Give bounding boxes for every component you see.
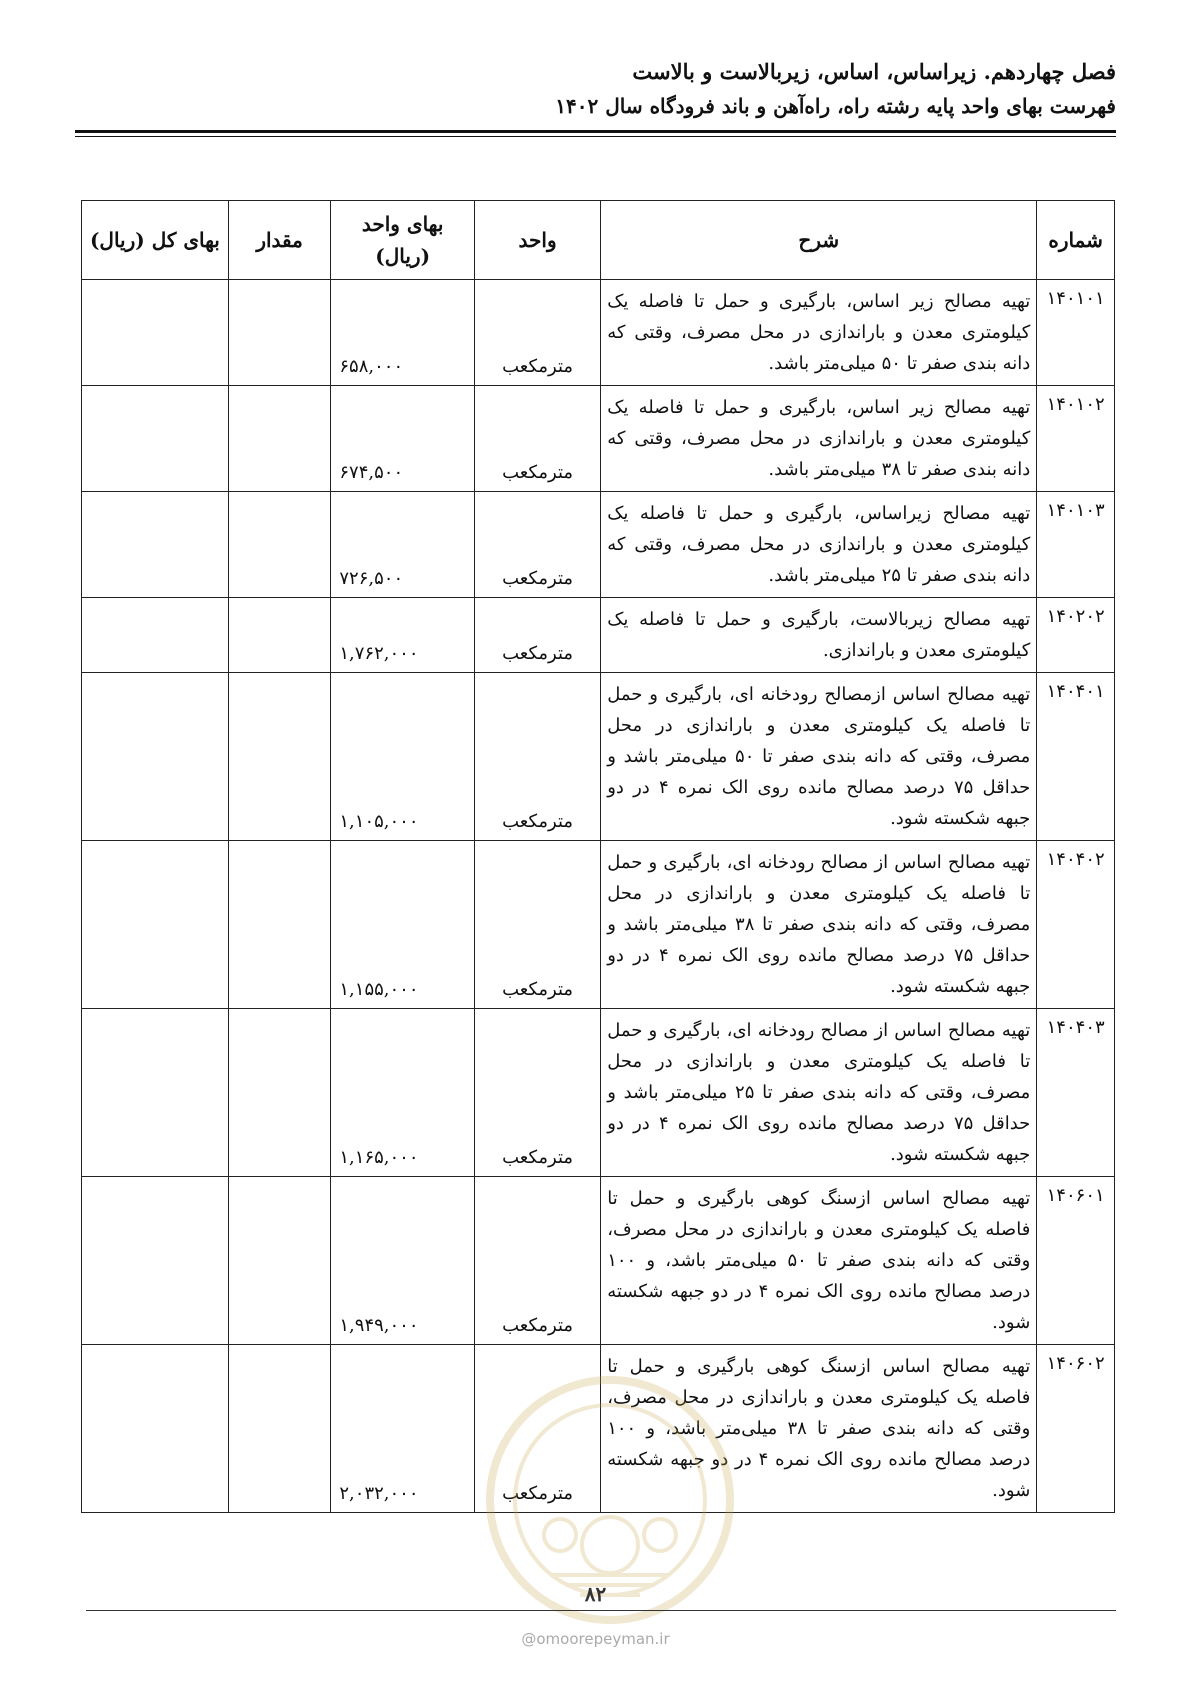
- footer-divider: [86, 1610, 1116, 1611]
- row-unit: مترمکعب: [474, 673, 600, 841]
- row-description: تهیه مصالح اساس از مصالح رودخانه ای، بارگیری و حمل تا فاصله یک کیلومتری معدن و باراندازی در محل مصرف، وقتی که دانه بندی صفر تا ۳۸ میلی‌متر باشد و حداقل ۷۵ درصد مصالح مانده روی الک نمره ۴ در دو جبهه شکسته شود.: [601, 841, 1037, 1009]
- table-row: [82, 673, 1115, 841]
- row-code: ۱۴۰۴۰۳: [1037, 1009, 1115, 1177]
- row-unit-price: ۱,۱۰۵,۰۰۰: [331, 673, 475, 841]
- row-unit: مترمکعب: [474, 1009, 600, 1177]
- table-row: [82, 280, 1115, 386]
- row-quantity: [228, 1009, 331, 1177]
- page-header: [75, 55, 1116, 123]
- header-unit-price: بهای واحد (ریال): [331, 201, 475, 280]
- row-unit-price: ۷۲۶,۵۰۰: [331, 492, 475, 598]
- row-description: تهیه مصالح زیراساس، بارگیری و حمل تا فاصله یک کیلومتری معدن و باراندازی در محل مصرف، وقتی که دانه بندی صفر تا ۲۵ میلی‌متر باشد.: [601, 492, 1037, 598]
- table-row: [82, 492, 1115, 598]
- row-total-price: [82, 1177, 229, 1345]
- row-unit-price: ۱,۷۶۲,۰۰۰: [331, 598, 475, 673]
- header-code: شماره: [1037, 201, 1115, 280]
- row-description: تهیه مصالح اساس از مصالح رودخانه ای، بارگیری و حمل تا فاصله یک کیلومتری معدن و باراندازی در محل مصرف، وقتی که دانه بندی صفر تا ۲۵ میلی‌متر باشد و حداقل ۷۵ درصد مصالح مانده روی الک نمره ۴ در دو جبهه شکسته شود.: [601, 1009, 1037, 1177]
- row-description: تهیه مصالح زیربالاست، بارگیری و حمل تا فاصله یک کیلومتری معدن و باراندازی.: [601, 598, 1037, 673]
- row-unit-price: ۱,۱۶۵,۰۰۰: [331, 1009, 475, 1177]
- row-description: تهیه مصالح اساس ازسنگ کوهی بارگیری و حمل تا فاصله یک کیلومتری معدن و باراندازی در محل مصرف، وقتی که دانه بندی صفر تا ۵۰ میلی‌متر باشد، و ۱۰۰ درصد مصالح مانده روی الک نمره ۴ در دو جبهه شکسته شود.: [601, 1177, 1037, 1345]
- chapter-title: فصل چهاردهم. زیراساس، اساس، زیربالاست و بالاست: [632, 59, 1116, 84]
- row-description: تهیه مصالح اساس ازمصالح رودخانه ای، بارگیری و حمل تا فاصله یک کیلومتری معدن و باراندازی در محل مصرف، وقتی که دانه بندی صفر تا ۵۰ میلی‌متر باشد و حداقل ۷۵ درصد مصالح مانده روی الک نمره ۴ در دو جبهه شکسته شود.: [601, 673, 1037, 841]
- row-total-price: [82, 673, 229, 841]
- row-code: ۱۴۰۴۰۲: [1037, 841, 1115, 1009]
- row-code: ۱۴۰۶۰۱: [1037, 1177, 1115, 1345]
- header-divider-thick: [75, 130, 1116, 133]
- price-list-title: فهرست بهای واحد پایه رشته راه، راه‌آهن و باند فرودگاه سال ۱۴۰۲: [555, 94, 1116, 118]
- row-code: ۱۴۰۱۰۱: [1037, 280, 1115, 386]
- row-unit-price: ۶۵۸,۰۰۰: [331, 280, 475, 386]
- row-total-price: [82, 386, 229, 492]
- table-row: [82, 598, 1115, 673]
- row-code: ۱۴۰۱۰۲: [1037, 386, 1115, 492]
- row-code: ۱۴۰۶۰۲: [1037, 1345, 1115, 1513]
- table-header-row: [82, 201, 1115, 280]
- row-unit-price: ۱,۱۵۵,۰۰۰: [331, 841, 475, 1009]
- row-unit-price: ۶۷۴,۵۰۰: [331, 386, 475, 492]
- row-total-price: [82, 492, 229, 598]
- page-number: ۸۲: [584, 1582, 607, 1606]
- header-description: شرح: [601, 201, 1037, 280]
- row-quantity: [228, 673, 331, 841]
- table-row: [82, 1009, 1115, 1177]
- row-unit: مترمکعب: [474, 1345, 600, 1513]
- header-total-price: بهای کل (ریال): [82, 201, 229, 280]
- row-quantity: [228, 492, 331, 598]
- row-quantity: [228, 386, 331, 492]
- row-quantity: [228, 1177, 331, 1345]
- header-divider-thin: [75, 136, 1116, 137]
- row-code: ۱۴۰۲۰۲: [1037, 598, 1115, 673]
- row-unit: مترمکعب: [474, 386, 600, 492]
- row-total-price: [82, 841, 229, 1009]
- row-unit: مترمکعب: [474, 598, 600, 673]
- row-code: ۱۴۰۱۰۳: [1037, 492, 1115, 598]
- row-unit-price: ۲,۰۳۲,۰۰۰: [331, 1345, 475, 1513]
- table-row: [82, 1345, 1115, 1513]
- row-unit: مترمکعب: [474, 492, 600, 598]
- row-unit: مترمکعب: [474, 280, 600, 386]
- row-quantity: [228, 841, 331, 1009]
- table-row: [82, 1177, 1115, 1345]
- header-unit: واحد: [474, 201, 600, 280]
- row-total-price: [82, 1009, 229, 1177]
- row-description: تهیه مصالح زیر اساس، بارگیری و حمل تا فاصله یک کیلومتری معدن و باراندازی در محل مصرف، وقتی که دانه بندی صفر تا ۳۸ میلی‌متر باشد.: [601, 386, 1037, 492]
- row-description: تهیه مصالح اساس ازسنگ کوهی بارگیری و حمل تا فاصله یک کیلومتری معدن و باراندازی در محل مصرف، وقتی که دانه بندی صفر تا ۳۸ میلی‌متر باشد، و ۱۰۰ درصد مصالح مانده روی الک نمره ۴ در دو جبهه شکسته شود.: [601, 1345, 1037, 1513]
- table-row: [82, 386, 1115, 492]
- table-row: [82, 841, 1115, 1009]
- row-quantity: [228, 1345, 331, 1513]
- row-code: ۱۴۰۴۰۱: [1037, 673, 1115, 841]
- row-description: تهیه مصالح زیر اساس، بارگیری و حمل تا فاصله یک کیلومتری معدن و باراندازی در محل مصرف، وقتی که دانه بندی صفر تا ۵۰ میلی‌متر باشد.: [601, 280, 1037, 386]
- row-quantity: [228, 280, 331, 386]
- site-watermark-text: @omoorepeyman.ir: [521, 1630, 670, 1648]
- row-total-price: [82, 598, 229, 673]
- row-unit-price: ۱,۹۴۹,۰۰۰: [331, 1177, 475, 1345]
- row-total-price: [82, 280, 229, 386]
- row-total-price: [82, 1345, 229, 1513]
- price-table: [81, 200, 1115, 1513]
- header-quantity: مقدار: [228, 201, 331, 280]
- row-unit: مترمکعب: [474, 1177, 600, 1345]
- row-unit: مترمکعب: [474, 841, 600, 1009]
- row-quantity: [228, 598, 331, 673]
